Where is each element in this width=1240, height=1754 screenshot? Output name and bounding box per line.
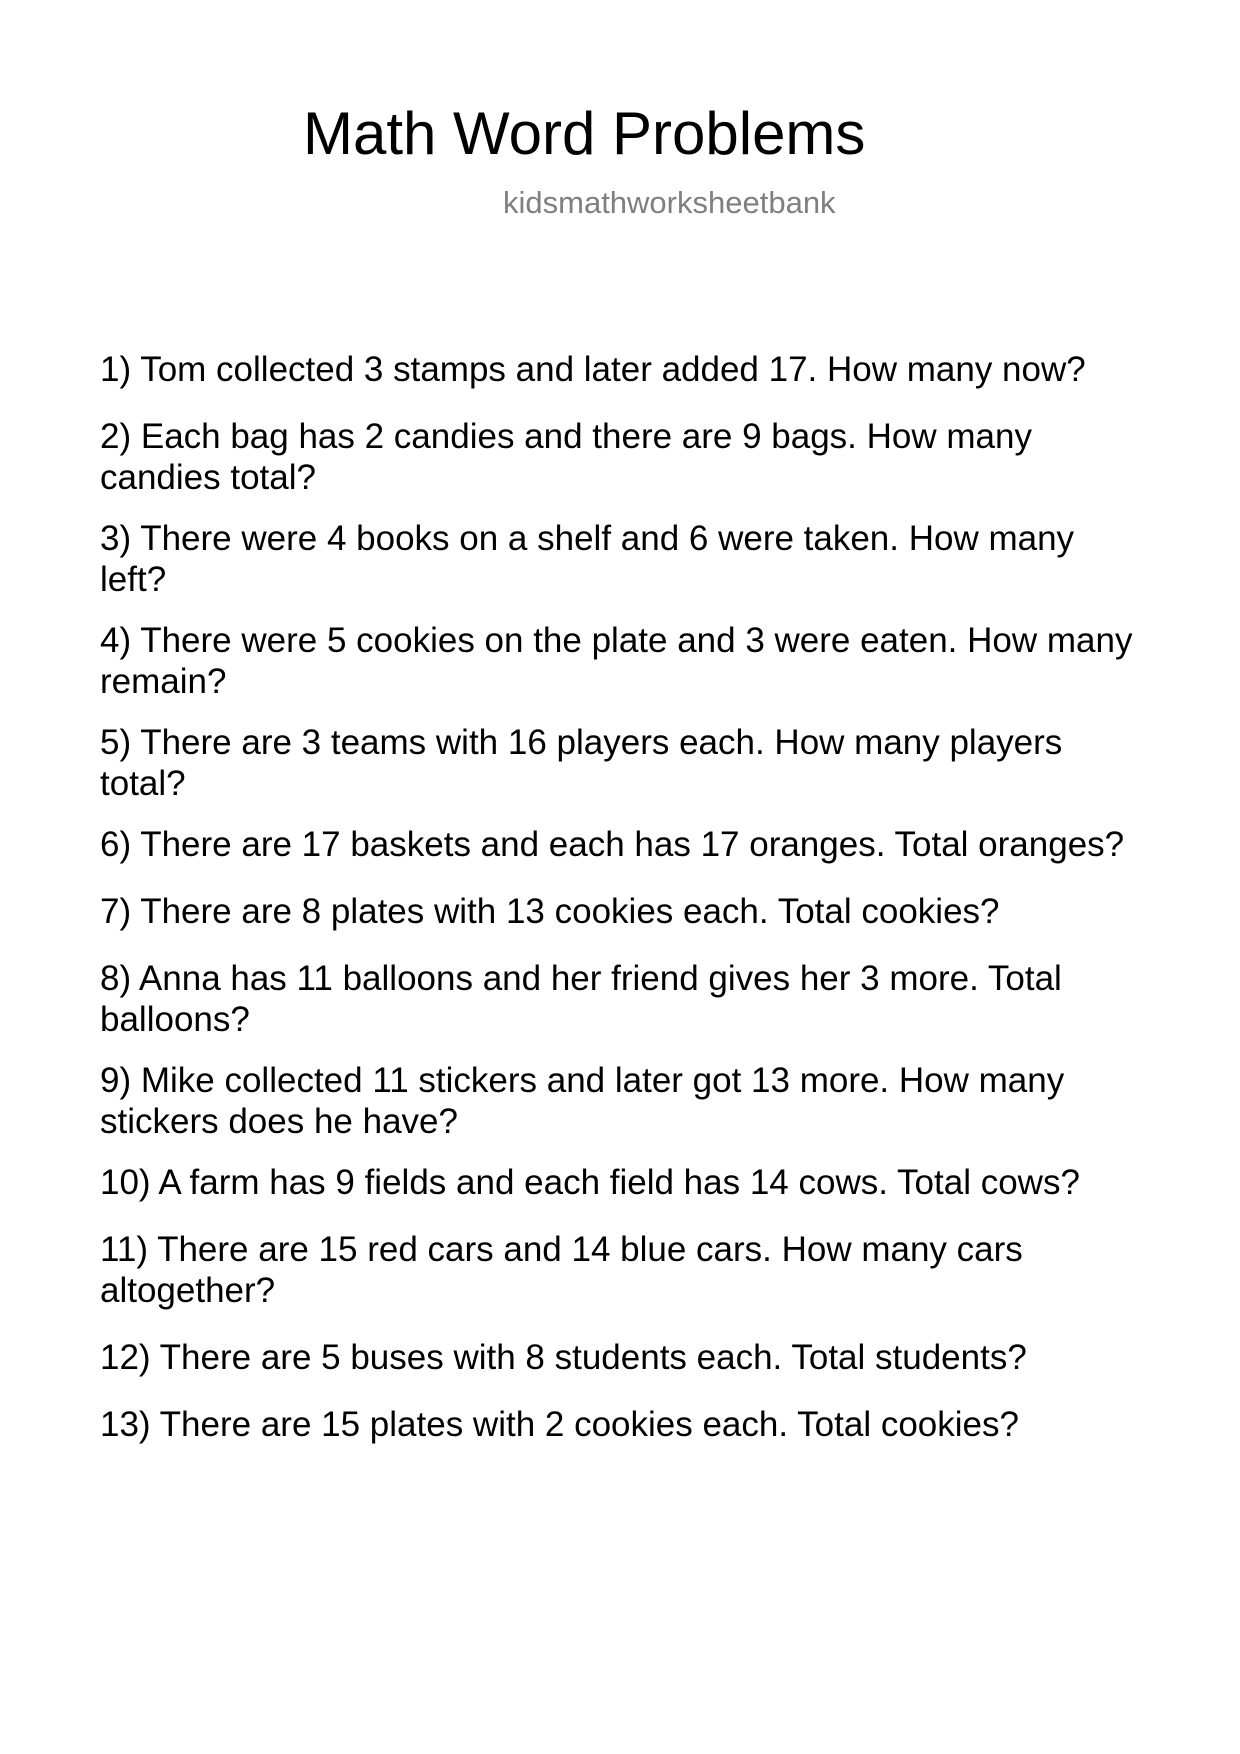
- problem-text-line: 13) There are 15 plates with 2 cookies each. Total cookies?: [100, 1405, 1019, 1444]
- problem-text-line: left?: [100, 560, 167, 599]
- problem-text-line: 10) A farm has 9 fields and each field has 14 cows. Total cows?: [100, 1163, 1080, 1202]
- problem-list: [100, 349, 1160, 1471]
- problem-text-line: 7) There are 8 plates with 13 cookies each. Total cookies?: [100, 892, 1000, 931]
- problem-item: [100, 416, 1160, 498]
- page-title: Math Word Problems: [303, 100, 866, 167]
- problem-text-line: 9) Mike collected 11 stickers and later got 13 more. How many: [100, 1061, 1065, 1100]
- problem-item: [100, 1404, 1160, 1445]
- problem-item: [100, 1337, 1160, 1378]
- problem-item: [100, 722, 1160, 804]
- problem-item: [100, 1162, 1160, 1203]
- problem-text-line: 4) There were 5 cookies on the plate and 3 were eaten. How many: [100, 621, 1133, 660]
- source-subtitle: kidsmathworksheetbank: [503, 185, 836, 220]
- problem-item: [100, 891, 1160, 932]
- problem-text-line: stickers does he have?: [100, 1102, 458, 1141]
- problem-item: [100, 958, 1160, 1040]
- problem-item: [100, 1060, 1160, 1142]
- problem-text-line: 2) Each bag has 2 candies and there are 9 bags. How many: [100, 417, 1032, 456]
- problem-text-line: 1) Tom collected 3 stamps and later added 17. How many now?: [100, 350, 1086, 389]
- problem-text-line: remain?: [100, 662, 227, 701]
- problem-item: [100, 1229, 1160, 1311]
- problem-item: [100, 824, 1160, 865]
- problem-text-line: total?: [100, 764, 186, 803]
- problem-text-line: altogether?: [100, 1271, 276, 1310]
- problem-text-line: 5) There are 3 teams with 16 players each. How many players: [100, 723, 1063, 762]
- problem-text-line: 11) There are 15 red cars and 14 blue cars. How many cars: [100, 1230, 1023, 1269]
- problem-text-line: balloons?: [100, 1000, 250, 1039]
- problem-item: [100, 518, 1160, 600]
- problem-text-line: 3) There were 4 books on a shelf and 6 were taken. How many: [100, 519, 1075, 558]
- problem-text-line: 8) Anna has 11 balloons and her friend gives her 3 more. Total: [100, 959, 1062, 998]
- problem-text-line: 12) There are 5 buses with 8 students each. Total students?: [100, 1338, 1027, 1377]
- problem-text-line: 6) There are 17 baskets and each has 17 oranges. Total oranges?: [100, 825, 1125, 864]
- problem-item: [100, 620, 1160, 702]
- problem-item: [100, 349, 1160, 390]
- problem-text-line: candies total?: [100, 458, 316, 497]
